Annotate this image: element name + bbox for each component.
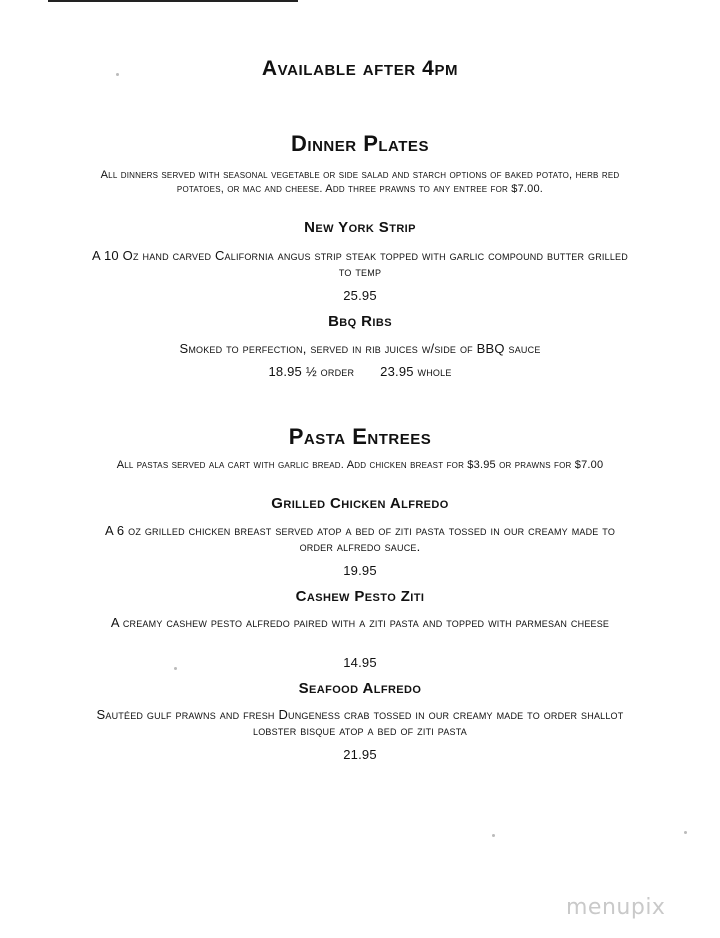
item-name-grilled-chicken-alfredo: Grilled Chicken Alfredo bbox=[271, 495, 449, 512]
section-note-pasta-entrees: All pastas served ala cart with garlic bread. Add chicken breast for $3.95 or prawns for $7.00 bbox=[116, 459, 604, 471]
item-description-cashew-pesto-ziti: A creamy cashew pesto alfredo paired with a ziti pasta and topped with parmesan cheese bbox=[110, 615, 610, 630]
section-note-dinner-plates: All dinners served with seasonal vegetable or side salad and starch options of baked potato, herb red potatoes, or mac and cheese. Add three prawns to any entree for $7.00. bbox=[100, 169, 620, 195]
menupix-watermark: menupix bbox=[566, 895, 666, 920]
item-price-seafood-alfredo: 21.95 bbox=[343, 747, 377, 762]
section-title-pasta-entrees: Pasta Entrees bbox=[288, 424, 432, 449]
item-name-bbq-ribs: Bbq Ribs bbox=[328, 313, 392, 330]
scan-speck bbox=[492, 834, 495, 837]
scan-speck bbox=[684, 831, 687, 834]
item-name-seafood-alfredo: Seafood Alfredo bbox=[298, 680, 422, 697]
top-rule bbox=[48, 0, 298, 2]
item-description-seafood-alfredo: Sautéed gulf prawns and fresh Dungeness crab tossed in our creamy made to order shallot lobster bisque atop a bed of ziti pasta bbox=[96, 707, 624, 738]
item-description-new-york-strip: A 10 Oz hand carved California angus strip steak topped with garlic compound butter grilled to temp bbox=[92, 248, 628, 279]
price-option-whole: 23.95 whole bbox=[380, 364, 452, 379]
item-name-new-york-strip: New York Strip bbox=[304, 219, 416, 236]
item-price-new-york-strip: 25.95 bbox=[343, 288, 377, 303]
item-name-cashew-pesto-ziti: Cashew Pesto Ziti bbox=[295, 588, 425, 605]
item-price-grilled-chicken-alfredo: 19.95 bbox=[343, 563, 377, 578]
price-option-half: 18.95 ½ order bbox=[268, 364, 355, 379]
item-price-cashew-pesto-ziti: 14.95 bbox=[343, 655, 377, 670]
item-price-options-bbq-ribs bbox=[0, 364, 720, 379]
item-description-grilled-chicken-alfredo: A 6 oz grilled chicken breast served atop a bed of ziti pasta tossed in our creamy made to order alfredo sauce. bbox=[104, 523, 616, 554]
section-title-dinner-plates: Dinner Plates bbox=[291, 131, 429, 156]
availability-header: Available after 4pm bbox=[261, 57, 459, 80]
item-description-bbq-ribs: Smoked to perfection, served in rib juices w/side of BBQ sauce bbox=[179, 341, 541, 356]
